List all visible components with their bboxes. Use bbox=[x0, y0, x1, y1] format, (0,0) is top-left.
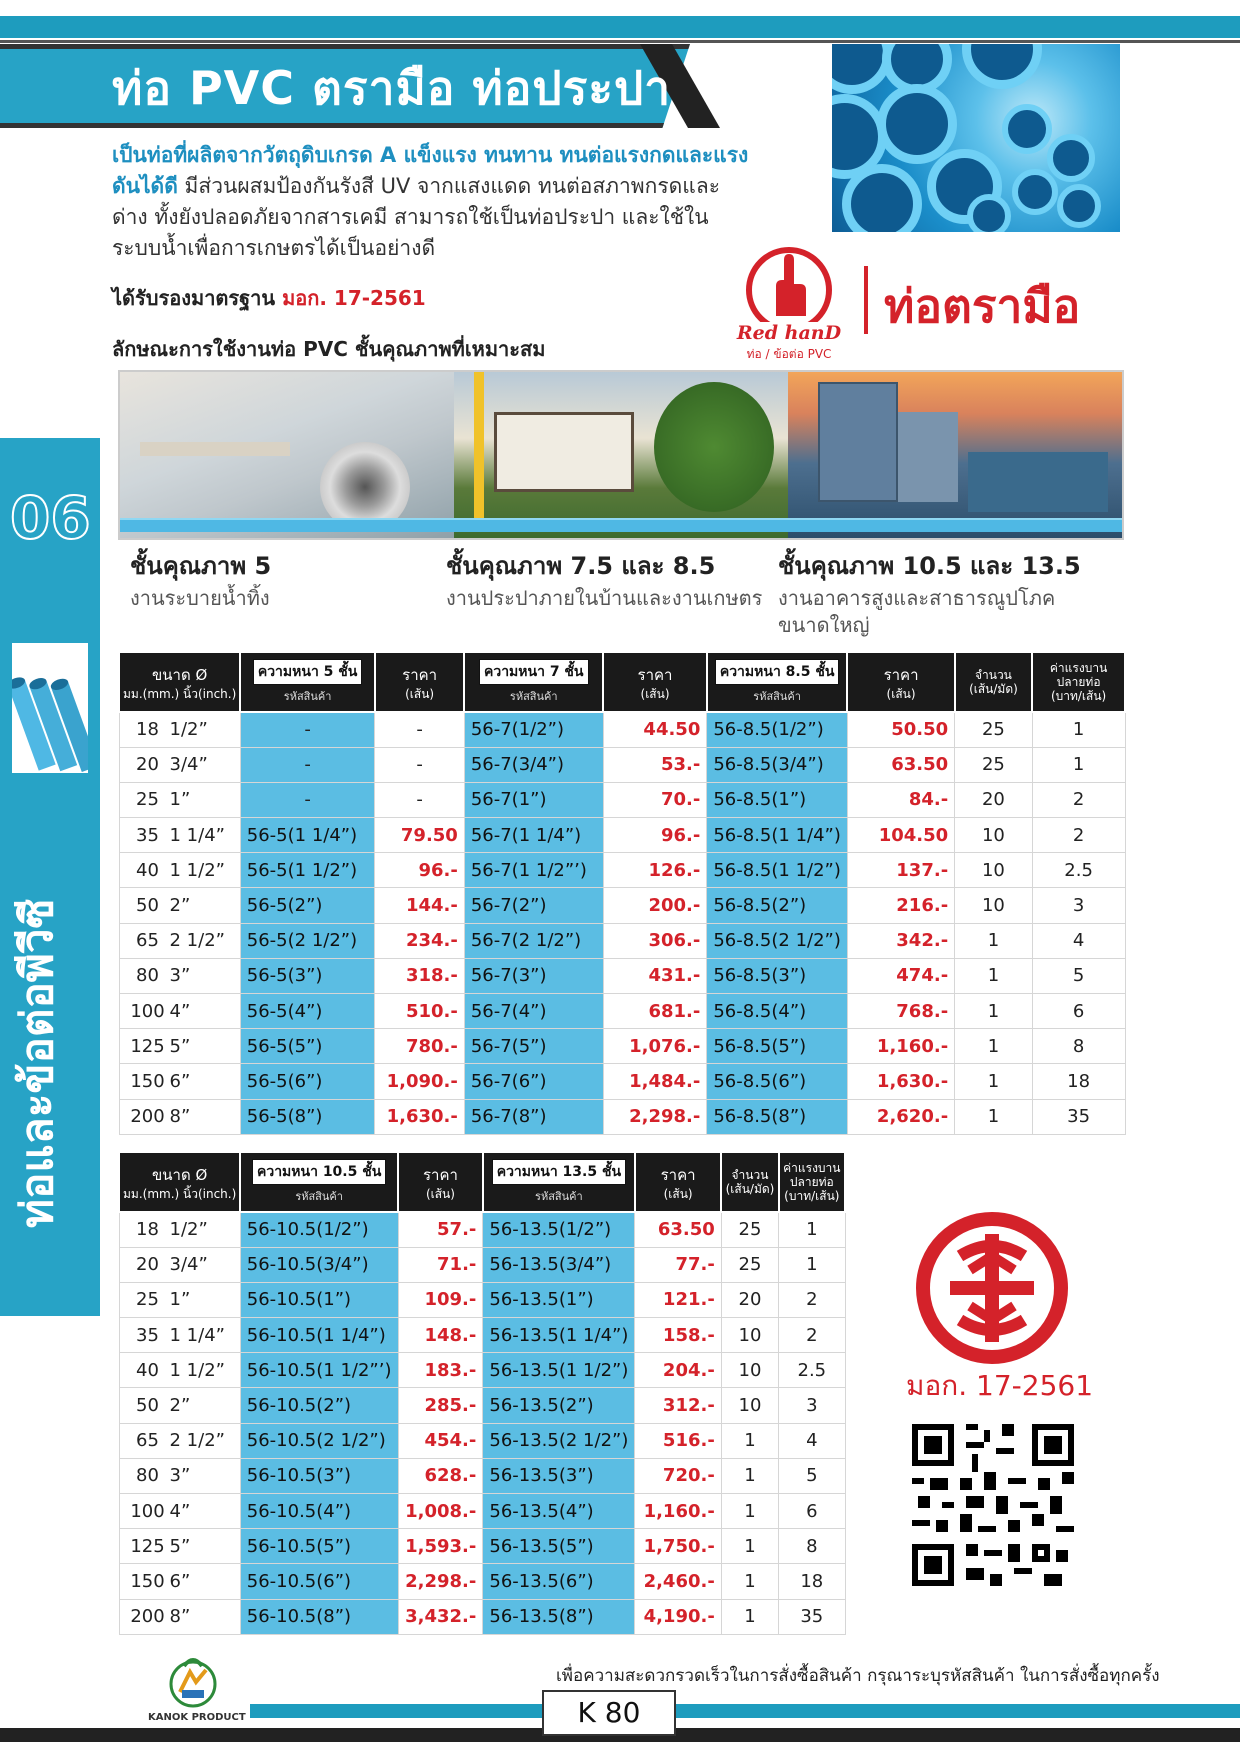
price-7-cell: 1,484.- bbox=[603, 1064, 707, 1099]
labor-cell: 2 bbox=[1032, 782, 1125, 817]
th-price5: ราคา (เส้น) bbox=[375, 652, 464, 712]
bottom-accent-bar bbox=[250, 1704, 1240, 1718]
labor-cell: 1 bbox=[779, 1212, 845, 1247]
code-105-cell: 56-10.5(8”) bbox=[240, 1599, 398, 1634]
price-105-cell: 148.- bbox=[398, 1318, 483, 1353]
price-7-cell: 681.- bbox=[603, 994, 707, 1029]
code-105-cell: 56-10.5(4”) bbox=[240, 1494, 398, 1529]
footer-note: เพื่อความสะดวกรวดเร็วในการสั่งซื้อสินค้า กรุณาระบุรหัสสินค้า ในการสั่งซื้อทุกครั้ง bbox=[556, 1666, 1160, 1686]
price-85-cell: 63.50 bbox=[847, 747, 954, 782]
th-price7: ราคา (เส้น) bbox=[603, 652, 707, 712]
qty-cell: 25 bbox=[721, 1212, 778, 1247]
table-row bbox=[119, 1318, 845, 1353]
code-85-cell: 56-8.5(5”) bbox=[707, 1029, 848, 1064]
price-105-cell: 285.- bbox=[398, 1388, 483, 1423]
price-7-cell: 70.- bbox=[603, 782, 707, 817]
qty-cell: 10 bbox=[721, 1388, 778, 1423]
code-85-cell: 56-8.5(6”) bbox=[707, 1064, 848, 1099]
labor-cell: 2.5 bbox=[779, 1353, 845, 1388]
code-5-cell: 56-5(1 1/2”) bbox=[240, 853, 375, 888]
table-row bbox=[119, 712, 1125, 747]
labor-cell: 18 bbox=[779, 1564, 845, 1599]
code-135-cell: 56-13.5(1 1/4”) bbox=[483, 1318, 635, 1353]
grade-105-desc2: ขนาดใหญ่ bbox=[778, 613, 870, 637]
price-135-cell: 2,460.- bbox=[635, 1564, 721, 1599]
size-cell: 20 3/4” bbox=[119, 1247, 240, 1282]
qty-cell: 1 bbox=[955, 923, 1033, 958]
code-135-cell: 56-13.5(6”) bbox=[483, 1564, 635, 1599]
price-table-2 bbox=[118, 1151, 846, 1635]
code-85-cell: 56-8.5(3/4”) bbox=[707, 747, 848, 782]
size-cell: 150 6” bbox=[119, 1564, 240, 1599]
code-5-cell: 56-5(6”) bbox=[240, 1064, 375, 1099]
qty-cell: 10 bbox=[955, 818, 1033, 853]
price-5-cell: 1,090.- bbox=[375, 1064, 464, 1099]
price-5-cell: - bbox=[375, 712, 464, 747]
price-5-cell: 234.- bbox=[375, 923, 464, 958]
price-85-cell: 216.- bbox=[847, 888, 954, 923]
labor-cell: 1 bbox=[1032, 712, 1125, 747]
price-105-cell: 109.- bbox=[398, 1282, 483, 1317]
labor-cell: 3 bbox=[1032, 888, 1125, 923]
qty-cell: 1 bbox=[955, 1064, 1033, 1099]
size-cell: 25 1” bbox=[119, 782, 240, 817]
code-135-cell: 56-13.5(1/2”) bbox=[483, 1212, 635, 1247]
standard-label: ได้รับรองมาตรฐาน bbox=[112, 286, 276, 310]
code-7-cell: 56-7(6”) bbox=[464, 1064, 603, 1099]
labor-cell: 5 bbox=[779, 1458, 845, 1493]
code-5-cell: - bbox=[240, 712, 375, 747]
photo-drainage bbox=[120, 372, 454, 538]
grade-75-desc: งานประปาภายในบ้านและงานเกษตร bbox=[446, 586, 763, 610]
price-135-cell: 4,190.- bbox=[635, 1599, 721, 1634]
code-85-cell: 56-8.5(1 1/4”) bbox=[707, 818, 848, 853]
price-5-cell: - bbox=[375, 747, 464, 782]
size-cell: 18 1/2” bbox=[119, 712, 240, 747]
labor-cell: 1 bbox=[779, 1247, 845, 1282]
price-135-cell: 204.- bbox=[635, 1353, 721, 1388]
code-85-cell: 56-8.5(2 1/2”) bbox=[707, 923, 848, 958]
qty-cell: 1 bbox=[721, 1458, 778, 1493]
table-row bbox=[119, 853, 1125, 888]
code-105-cell: 56-10.5(1”) bbox=[240, 1282, 398, 1317]
price-105-cell: 1,008.- bbox=[398, 1494, 483, 1529]
top-divider bbox=[0, 40, 1240, 43]
labor-cell: 35 bbox=[779, 1599, 845, 1634]
qty-cell: 1 bbox=[721, 1423, 778, 1458]
page-number: K 80 bbox=[542, 1690, 676, 1736]
code-105-cell: 56-10.5(3”) bbox=[240, 1458, 398, 1493]
price-5-cell: - bbox=[375, 782, 464, 817]
price-135-cell: 121.- bbox=[635, 1282, 721, 1317]
code-105-cell: 56-10.5(5”) bbox=[240, 1529, 398, 1564]
table-row bbox=[119, 1247, 845, 1282]
logo-subtext: ท่อ / ข้อต่อ PVC bbox=[746, 347, 832, 361]
th-qty: จำนวน (เส้น/มัด) bbox=[955, 652, 1033, 712]
table-row bbox=[119, 1529, 845, 1564]
code-5-cell: 56-5(2”) bbox=[240, 888, 375, 923]
price-5-cell: 510.- bbox=[375, 994, 464, 1029]
top-accent-bar bbox=[0, 16, 1240, 38]
logo-divider bbox=[864, 266, 868, 334]
price-105-cell: 3,432.- bbox=[398, 1599, 483, 1634]
th2-labor: ค่าแรงบาน ปลายท่อ (บาท/เส้น) bbox=[779, 1152, 845, 1212]
section-title: ท่อและข้อต่อพีวีซี bbox=[12, 898, 63, 1228]
size-cell: 150 6” bbox=[119, 1064, 240, 1099]
labor-cell: 2 bbox=[1032, 818, 1125, 853]
intro-paragraph bbox=[112, 140, 752, 264]
price-7-cell: 96.- bbox=[603, 818, 707, 853]
price-85-cell: 2,620.- bbox=[847, 1099, 954, 1134]
price-105-cell: 71.- bbox=[398, 1247, 483, 1282]
th-thick7: ความหนา 7 ชั้น รหัสสินค้า bbox=[464, 652, 603, 712]
code-7-cell: 56-7(3”) bbox=[464, 958, 603, 993]
code-105-cell: 56-10.5(3/4”) bbox=[240, 1247, 398, 1282]
price-135-cell: 77.- bbox=[635, 1247, 721, 1282]
size-cell: 125 5” bbox=[119, 1029, 240, 1064]
table-row bbox=[119, 994, 1125, 1029]
intro-highlight: เป็นท่อที่ผลิตจากวัตถุดิบเกรด A แข็งแรง ทนทาน ทนต่อแรงกดและแรงดันได้ดี bbox=[112, 143, 749, 198]
price-135-cell: 63.50 bbox=[635, 1212, 721, 1247]
price-5-cell: 780.- bbox=[375, 1029, 464, 1064]
labor-cell: 2.5 bbox=[1032, 853, 1125, 888]
code-85-cell: 56-8.5(2”) bbox=[707, 888, 848, 923]
table-1-header bbox=[119, 652, 1125, 712]
labor-cell: 35 bbox=[1032, 1099, 1125, 1134]
code-5-cell: 56-5(5”) bbox=[240, 1029, 375, 1064]
code-135-cell: 56-13.5(1 1/2”) bbox=[483, 1353, 635, 1388]
code-7-cell: 56-7(5”) bbox=[464, 1029, 603, 1064]
labor-cell: 18 bbox=[1032, 1064, 1125, 1099]
table-row bbox=[119, 1212, 845, 1247]
qty-cell: 1 bbox=[721, 1494, 778, 1529]
grade-5-title: ชั้นคุณภาพ 5 bbox=[130, 552, 272, 580]
qty-cell: 10 bbox=[955, 853, 1033, 888]
grade-105-desc: งานอาคารสูงและสาธารณูปโภค bbox=[778, 586, 1056, 610]
photo-home bbox=[454, 372, 788, 538]
price-7-cell: 200.- bbox=[603, 888, 707, 923]
code-105-cell: 56-10.5(1 1/4”) bbox=[240, 1318, 398, 1353]
th2-qty: จำนวน (เส้น/มัด) bbox=[721, 1152, 778, 1212]
labor-cell: 1 bbox=[1032, 747, 1125, 782]
th2-size: ขนาด Ø มม.(mm.) นิ้ว(inch.) bbox=[119, 1152, 240, 1212]
size-cell: 35 1 1/4” bbox=[119, 1318, 240, 1353]
size-cell: 80 3” bbox=[119, 958, 240, 993]
size-cell: 65 2 1/2” bbox=[119, 923, 240, 958]
table-row bbox=[119, 1423, 845, 1458]
grade-75-title: ชั้นคุณภาพ 7.5 และ 8.5 bbox=[446, 552, 716, 580]
size-cell: 200 8” bbox=[119, 1599, 240, 1634]
price-105-cell: 1,593.- bbox=[398, 1529, 483, 1564]
code-85-cell: 56-8.5(1/2”) bbox=[707, 712, 848, 747]
table-row bbox=[119, 923, 1125, 958]
qty-cell: 1 bbox=[955, 994, 1033, 1029]
standard-value: มอก. 17-2561 bbox=[282, 286, 426, 310]
code-5-cell: 56-5(8”) bbox=[240, 1099, 375, 1134]
code-85-cell: 56-8.5(4”) bbox=[707, 994, 848, 1029]
code-135-cell: 56-13.5(8”) bbox=[483, 1599, 635, 1634]
size-cell: 200 8” bbox=[119, 1099, 240, 1134]
table-row bbox=[119, 1353, 845, 1388]
price-105-cell: 628.- bbox=[398, 1458, 483, 1493]
hero-pipes-image bbox=[832, 44, 1120, 232]
labor-cell: 8 bbox=[779, 1529, 845, 1564]
qty-cell: 1 bbox=[955, 1029, 1033, 1064]
labor-cell: 6 bbox=[779, 1494, 845, 1529]
table-row bbox=[119, 1099, 1125, 1134]
code-135-cell: 56-13.5(2 1/2”) bbox=[483, 1423, 635, 1458]
code-105-cell: 56-10.5(1/2”) bbox=[240, 1212, 398, 1247]
th-price85: ราคา (เส้น) bbox=[847, 652, 954, 712]
size-cell: 50 2” bbox=[119, 1388, 240, 1423]
th-thick85: ความหนา 8.5 ชั้น รหัสสินค้า bbox=[707, 652, 848, 712]
qty-cell: 1 bbox=[955, 1099, 1033, 1134]
price-135-cell: 158.- bbox=[635, 1318, 721, 1353]
size-cell: 25 1” bbox=[119, 1282, 240, 1317]
kanok-logo-icon bbox=[160, 1652, 226, 1712]
price-85-cell: 50.50 bbox=[847, 712, 954, 747]
size-cell: 100 4” bbox=[119, 994, 240, 1029]
price-7-cell: 44.50 bbox=[603, 712, 707, 747]
price-105-cell: 183.- bbox=[398, 1353, 483, 1388]
size-cell: 18 1/2” bbox=[119, 1212, 240, 1247]
table-row bbox=[119, 1599, 845, 1634]
qty-cell: 10 bbox=[721, 1318, 778, 1353]
usage-title: ลักษณะการใช้งานท่อ PVC ชั้นคุณภาพที่เหมาะสม bbox=[112, 337, 546, 361]
size-cell: 20 3/4” bbox=[119, 747, 240, 782]
code-135-cell: 56-13.5(3/4”) bbox=[483, 1247, 635, 1282]
qty-cell: 25 bbox=[721, 1247, 778, 1282]
table-2-header bbox=[119, 1152, 845, 1212]
price-85-cell: 768.- bbox=[847, 994, 954, 1029]
table-row bbox=[119, 1282, 845, 1317]
labor-cell: 2 bbox=[779, 1318, 845, 1353]
price-85-cell: 474.- bbox=[847, 958, 954, 993]
pipes-thumbnail bbox=[12, 643, 88, 773]
table-row bbox=[119, 1564, 845, 1599]
code-105-cell: 56-10.5(2 1/2”) bbox=[240, 1423, 398, 1458]
code-85-cell: 56-8.5(1”) bbox=[707, 782, 848, 817]
price-85-cell: 342.- bbox=[847, 923, 954, 958]
logo-wordmark: Red hanD bbox=[736, 322, 842, 344]
tis-mark-icon bbox=[916, 1212, 1068, 1364]
th-size: ขนาด Ø มม.(mm.) นิ้ว(inch.) bbox=[119, 652, 240, 712]
price-7-cell: 306.- bbox=[603, 923, 707, 958]
price-7-cell: 2,298.- bbox=[603, 1099, 707, 1134]
size-cell: 50 2” bbox=[119, 888, 240, 923]
code-7-cell: 56-7(2 1/2”) bbox=[464, 923, 603, 958]
code-7-cell: 56-7(4”) bbox=[464, 994, 603, 1029]
tis-label: มอก. 17-2561 bbox=[906, 1369, 1094, 1402]
price-135-cell: 1,750.- bbox=[635, 1529, 721, 1564]
qty-cell: 20 bbox=[721, 1282, 778, 1317]
th-thick5: ความหนา 5 ชั้น รหัสสินค้า bbox=[240, 652, 375, 712]
code-5-cell: - bbox=[240, 747, 375, 782]
qty-cell: 10 bbox=[721, 1353, 778, 1388]
table-row bbox=[119, 1029, 1125, 1064]
table-row bbox=[119, 888, 1125, 923]
code-5-cell: 56-5(1 1/4”) bbox=[240, 818, 375, 853]
code-7-cell: 56-7(1 1/2”’) bbox=[464, 853, 603, 888]
th2-price105: ราคา (เส้น) bbox=[398, 1152, 483, 1212]
table-row bbox=[119, 782, 1125, 817]
price-135-cell: 516.- bbox=[635, 1423, 721, 1458]
code-105-cell: 56-10.5(6”) bbox=[240, 1564, 398, 1599]
usage-photos bbox=[118, 370, 1124, 540]
th2-thick135: ความหนา 13.5 ชั้น รหัสสินค้า bbox=[483, 1152, 635, 1212]
labor-cell: 2 bbox=[779, 1282, 845, 1317]
price-7-cell: 1,076.- bbox=[603, 1029, 707, 1064]
qty-cell: 20 bbox=[955, 782, 1033, 817]
size-cell: 40 1 1/2” bbox=[119, 853, 240, 888]
code-135-cell: 56-13.5(3”) bbox=[483, 1458, 635, 1493]
intro-text: มีส่วนผสมป้องกันรังสี UV จากแสงแดด ทนต่อสภาพกรดและด่าง ทั้งยังปลอดภัยจากสารเคมี สามารถใช้เป็นท่อประปา และใช้ในระบบน้ำเพื่อการเกษตรได้เป็นอย่างดี bbox=[112, 174, 720, 260]
code-105-cell: 56-10.5(1 1/2”’) bbox=[240, 1353, 398, 1388]
code-7-cell: 56-7(1”) bbox=[464, 782, 603, 817]
table-row bbox=[119, 958, 1125, 993]
labor-cell: 3 bbox=[779, 1388, 845, 1423]
price-85-cell: 1,160.- bbox=[847, 1029, 954, 1064]
code-7-cell: 56-7(1 1/4”) bbox=[464, 818, 603, 853]
code-7-cell: 56-7(3/4”) bbox=[464, 747, 603, 782]
qty-cell: 25 bbox=[955, 747, 1033, 782]
grade-5-desc: งานระบายน้ำทิ้ง bbox=[130, 586, 270, 610]
qty-cell: 10 bbox=[955, 888, 1033, 923]
labor-cell: 8 bbox=[1032, 1029, 1125, 1064]
code-85-cell: 56-8.5(3”) bbox=[707, 958, 848, 993]
price-table-1 bbox=[118, 651, 1126, 1135]
code-7-cell: 56-7(8”) bbox=[464, 1099, 603, 1134]
photo-building bbox=[788, 372, 1122, 538]
company-name: KANOK PRODUCT bbox=[148, 1712, 246, 1723]
price-5-cell: 318.- bbox=[375, 958, 464, 993]
grade-105-title: ชั้นคุณภาพ 10.5 และ 13.5 bbox=[778, 552, 1081, 580]
code-105-cell: 56-10.5(2”) bbox=[240, 1388, 398, 1423]
grade-75-85 bbox=[446, 546, 766, 612]
table-row bbox=[119, 747, 1125, 782]
code-135-cell: 56-13.5(4”) bbox=[483, 1494, 635, 1529]
qty-cell: 1 bbox=[721, 1564, 778, 1599]
price-5-cell: 1,630.- bbox=[375, 1099, 464, 1134]
price-85-cell: 104.50 bbox=[847, 818, 954, 853]
price-85-cell: 137.- bbox=[847, 853, 954, 888]
labor-cell: 4 bbox=[779, 1423, 845, 1458]
code-85-cell: 56-8.5(1 1/2”) bbox=[707, 853, 848, 888]
code-7-cell: 56-7(1/2”) bbox=[464, 712, 603, 747]
size-cell: 35 1 1/4” bbox=[119, 818, 240, 853]
price-7-cell: 431.- bbox=[603, 958, 707, 993]
page-title: ท่อ PVC ตรามือ ท่อประปา bbox=[112, 61, 672, 115]
code-135-cell: 56-13.5(2”) bbox=[483, 1388, 635, 1423]
grade-5 bbox=[130, 546, 430, 612]
code-5-cell: 56-5(2 1/2”) bbox=[240, 923, 375, 958]
price-7-cell: 126.- bbox=[603, 853, 707, 888]
price-85-cell: 84.- bbox=[847, 782, 954, 817]
table-row bbox=[119, 1494, 845, 1529]
price-105-cell: 2,298.- bbox=[398, 1564, 483, 1599]
qty-cell: 25 bbox=[955, 712, 1033, 747]
code-5-cell: - bbox=[240, 782, 375, 817]
table-row bbox=[119, 1064, 1125, 1099]
section-number: 06 bbox=[10, 484, 91, 552]
th-labor: ค่าแรงบาน ปลายท่อ (บาท/เส้น) bbox=[1032, 652, 1125, 712]
price-5-cell: 79.50 bbox=[375, 818, 464, 853]
price-5-cell: 96.- bbox=[375, 853, 464, 888]
table-row bbox=[119, 1458, 845, 1493]
standard-line bbox=[112, 282, 426, 314]
code-5-cell: 56-5(4”) bbox=[240, 994, 375, 1029]
price-135-cell: 720.- bbox=[635, 1458, 721, 1493]
grade-105-135 bbox=[778, 546, 1118, 639]
qty-cell: 1 bbox=[721, 1599, 778, 1634]
price-105-cell: 454.- bbox=[398, 1423, 483, 1458]
labor-cell: 4 bbox=[1032, 923, 1125, 958]
labor-cell: 5 bbox=[1032, 958, 1125, 993]
code-135-cell: 56-13.5(5”) bbox=[483, 1529, 635, 1564]
size-cell: 125 5” bbox=[119, 1529, 240, 1564]
size-cell: 65 2 1/2” bbox=[119, 1423, 240, 1458]
code-7-cell: 56-7(2”) bbox=[464, 888, 603, 923]
th2-price135: ราคา (เส้น) bbox=[635, 1152, 721, 1212]
price-85-cell: 1,630.- bbox=[847, 1064, 954, 1099]
brand-name: ท่อตรามือ bbox=[884, 279, 1081, 333]
qty-cell: 1 bbox=[955, 958, 1033, 993]
code-5-cell: 56-5(3”) bbox=[240, 958, 375, 993]
labor-cell: 6 bbox=[1032, 994, 1125, 1029]
table-row bbox=[119, 1388, 845, 1423]
price-135-cell: 1,160.- bbox=[635, 1494, 721, 1529]
size-cell: 80 3” bbox=[119, 1458, 240, 1493]
section-side-tab bbox=[0, 438, 100, 1316]
table-row bbox=[119, 818, 1125, 853]
price-7-cell: 53.- bbox=[603, 747, 707, 782]
red-hand-logo bbox=[726, 246, 852, 362]
size-cell: 100 4” bbox=[119, 1494, 240, 1529]
price-105-cell: 57.- bbox=[398, 1212, 483, 1247]
qty-cell: 1 bbox=[721, 1529, 778, 1564]
th2-thick105: ความหนา 10.5 ชั้น รหัสสินค้า bbox=[240, 1152, 398, 1212]
price-135-cell: 312.- bbox=[635, 1388, 721, 1423]
code-135-cell: 56-13.5(1”) bbox=[483, 1282, 635, 1317]
price-5-cell: 144.- bbox=[375, 888, 464, 923]
code-85-cell: 56-8.5(8”) bbox=[707, 1099, 848, 1134]
qr-code[interactable] bbox=[912, 1424, 1074, 1586]
size-cell: 40 1 1/2” bbox=[119, 1353, 240, 1388]
